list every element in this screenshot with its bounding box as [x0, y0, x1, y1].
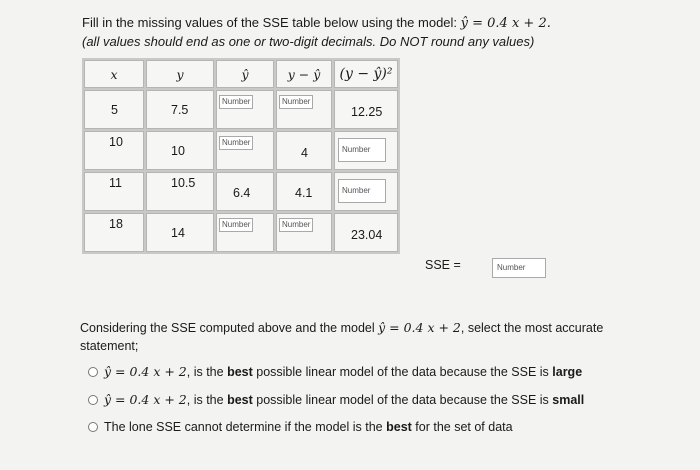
- cell-y: 10: [171, 144, 185, 158]
- residual-input[interactable]: Number: [279, 95, 313, 109]
- cell-x: 10: [109, 135, 123, 149]
- cell-x: 18: [109, 217, 123, 231]
- cell-residual-squared: 12.25: [351, 105, 383, 119]
- table-header-row: [84, 60, 398, 88]
- option-large-sse[interactable]: ŷ = 0.4 x + 2, is the best possible linear model of the data because the SSE is large: [88, 364, 582, 379]
- radio-button[interactable]: [88, 422, 98, 432]
- residual-squared-input[interactable]: Number: [338, 138, 386, 162]
- sse-table: [82, 58, 400, 254]
- yhat-input[interactable]: Number: [219, 95, 253, 109]
- cell-x: 5: [111, 103, 118, 117]
- instructions-line1: Fill in the missing values of the SSE table below using the model: ŷ = 0.4 x + 2.: [82, 15, 551, 31]
- table-row: [84, 172, 398, 211]
- question-text: Considering the SSE computed above and the model ŷ = 0.4 x + 2, select the most accurate statement;: [80, 320, 604, 353]
- radio-button[interactable]: [88, 367, 98, 377]
- cell-y: 14: [171, 226, 185, 240]
- table-row: [84, 90, 398, 129]
- cell-x: 11: [109, 176, 122, 190]
- radio-button[interactable]: [88, 395, 98, 405]
- yhat-input[interactable]: Number: [219, 218, 253, 232]
- yhat-input[interactable]: Number: [219, 136, 253, 150]
- header-yhat: ŷ: [216, 60, 274, 88]
- header-x: x: [84, 60, 144, 88]
- cell-residual-squared: 23.04: [351, 228, 383, 242]
- instructions-line2: (all values should end as one or two-digit decimals. Do NOT round any values): [82, 34, 535, 49]
- cell-y: 7.5: [171, 103, 189, 117]
- model-equation: ŷ = 0.4 x + 2.: [460, 16, 551, 31]
- residual-squared-input[interactable]: Number: [338, 179, 386, 203]
- header-y: y: [146, 60, 214, 88]
- sse-input[interactable]: Number: [492, 258, 546, 278]
- table-row: [84, 131, 398, 170]
- cell-residual: 4: [301, 146, 308, 160]
- cell-y: 10.5: [171, 176, 196, 190]
- header-residual: y − ŷ: [276, 60, 332, 88]
- instructions: [82, 14, 551, 51]
- question-model: ŷ = 0.4 x + 2: [378, 320, 461, 335]
- header-residual-squared: (y − ŷ)²: [334, 60, 398, 88]
- cell-residual: 4.1: [295, 186, 313, 200]
- table-row: [84, 213, 398, 252]
- sse-label: SSE =: [425, 258, 461, 272]
- option-cannot-determine[interactable]: The lone SSE cannot determine if the model is the best for the set of data: [88, 420, 513, 434]
- option-small-sse[interactable]: ŷ = 0.4 x + 2, is the best possible linear model of the data because the SSE is small: [88, 392, 584, 407]
- cell-yhat: 6.4: [233, 186, 251, 200]
- residual-input[interactable]: Number: [279, 218, 313, 232]
